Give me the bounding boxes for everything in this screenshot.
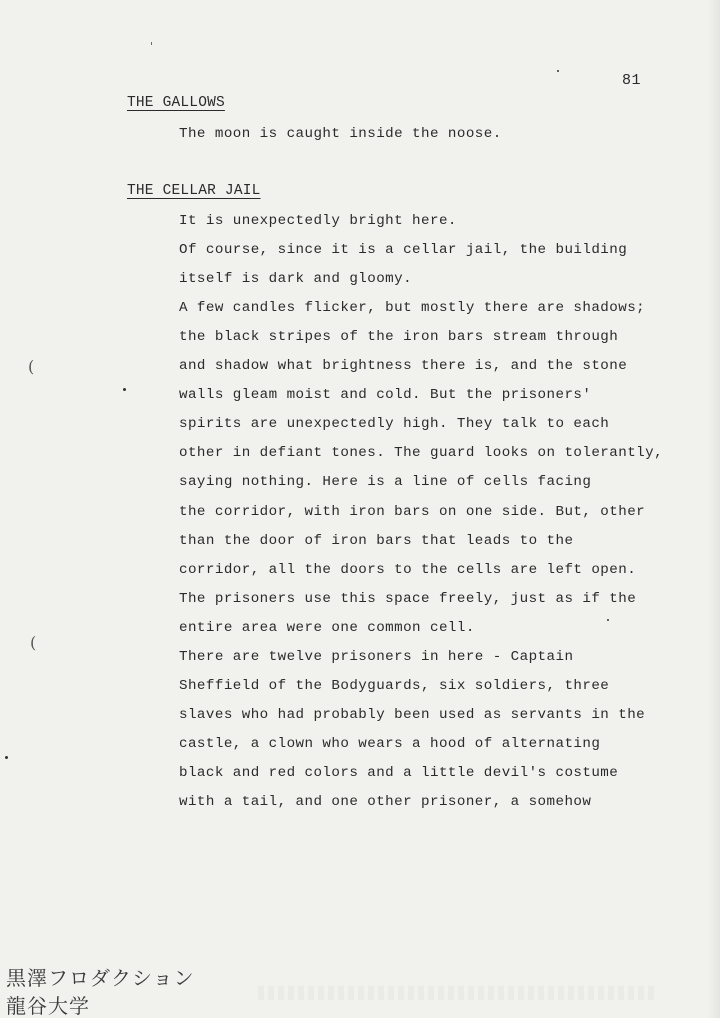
scan-speck bbox=[123, 388, 126, 391]
text-line: corridor, all the doors to the cells are left open. bbox=[179, 562, 637, 578]
text-line: Sheffield of the Bodyguards, six soldiers, three bbox=[179, 678, 610, 694]
text-line: walls gleam moist and cold. But the prisoners' bbox=[179, 387, 592, 403]
watermark-line-2: 龍谷大学 bbox=[6, 994, 90, 1018]
text-line: A few candles flicker, but mostly there are shadows; bbox=[179, 300, 646, 316]
margin-mark: ( bbox=[30, 633, 37, 652]
section-heading-gallows: THE GALLOWS bbox=[127, 95, 225, 111]
text-line: with a tail, and one other prisoner, a somehow bbox=[179, 794, 592, 810]
watermark-line-1: 黒澤フロダクション bbox=[6, 966, 195, 990]
scan-speck: ' bbox=[150, 40, 154, 53]
text-line: saying nothing. Here is a line of cells facing bbox=[179, 474, 592, 490]
page-number: 81 bbox=[622, 72, 642, 89]
text-line: black and red colors and a little devil's costume bbox=[179, 765, 619, 781]
scan-speck bbox=[5, 756, 8, 759]
scan-speck bbox=[557, 70, 559, 72]
text-line: itself is dark and gloomy. bbox=[179, 271, 413, 287]
page-edge-shadow bbox=[708, 0, 720, 1018]
bleed-through-text bbox=[258, 986, 658, 1000]
scan-speck bbox=[607, 619, 609, 621]
text-line: Of course, since it is a cellar jail, the building bbox=[179, 242, 628, 258]
text-line: It is unexpectedly bright here. bbox=[179, 213, 457, 229]
text-line: other in defiant tones. The guard looks on tolerantly, bbox=[179, 445, 664, 461]
text-line: the black stripes of the iron bars stream through bbox=[179, 329, 619, 345]
text-line: castle, a clown who wears a hood of alternating bbox=[179, 736, 601, 752]
margin-mark: ( bbox=[28, 357, 35, 376]
text-line: spirits are unexpectedly high. They talk to each bbox=[179, 416, 610, 432]
text-line: the corridor, with iron bars on one side. But, other bbox=[179, 504, 646, 520]
text-line: than the door of iron bars that leads to the bbox=[179, 533, 574, 549]
text-line: slaves who had probably been used as servants in the bbox=[179, 707, 646, 723]
text-line: and shadow what brightness there is, and the stone bbox=[179, 358, 628, 374]
text-line: The prisoners use this space freely, just as if the bbox=[179, 591, 637, 607]
section-heading-cellar-jail: THE CELLAR JAIL bbox=[127, 183, 261, 199]
text-line: entire area were one common cell. bbox=[179, 620, 475, 636]
text-line: There are twelve prisoners in here - Captain bbox=[179, 649, 574, 665]
text-line: The moon is caught inside the noose. bbox=[179, 126, 502, 142]
